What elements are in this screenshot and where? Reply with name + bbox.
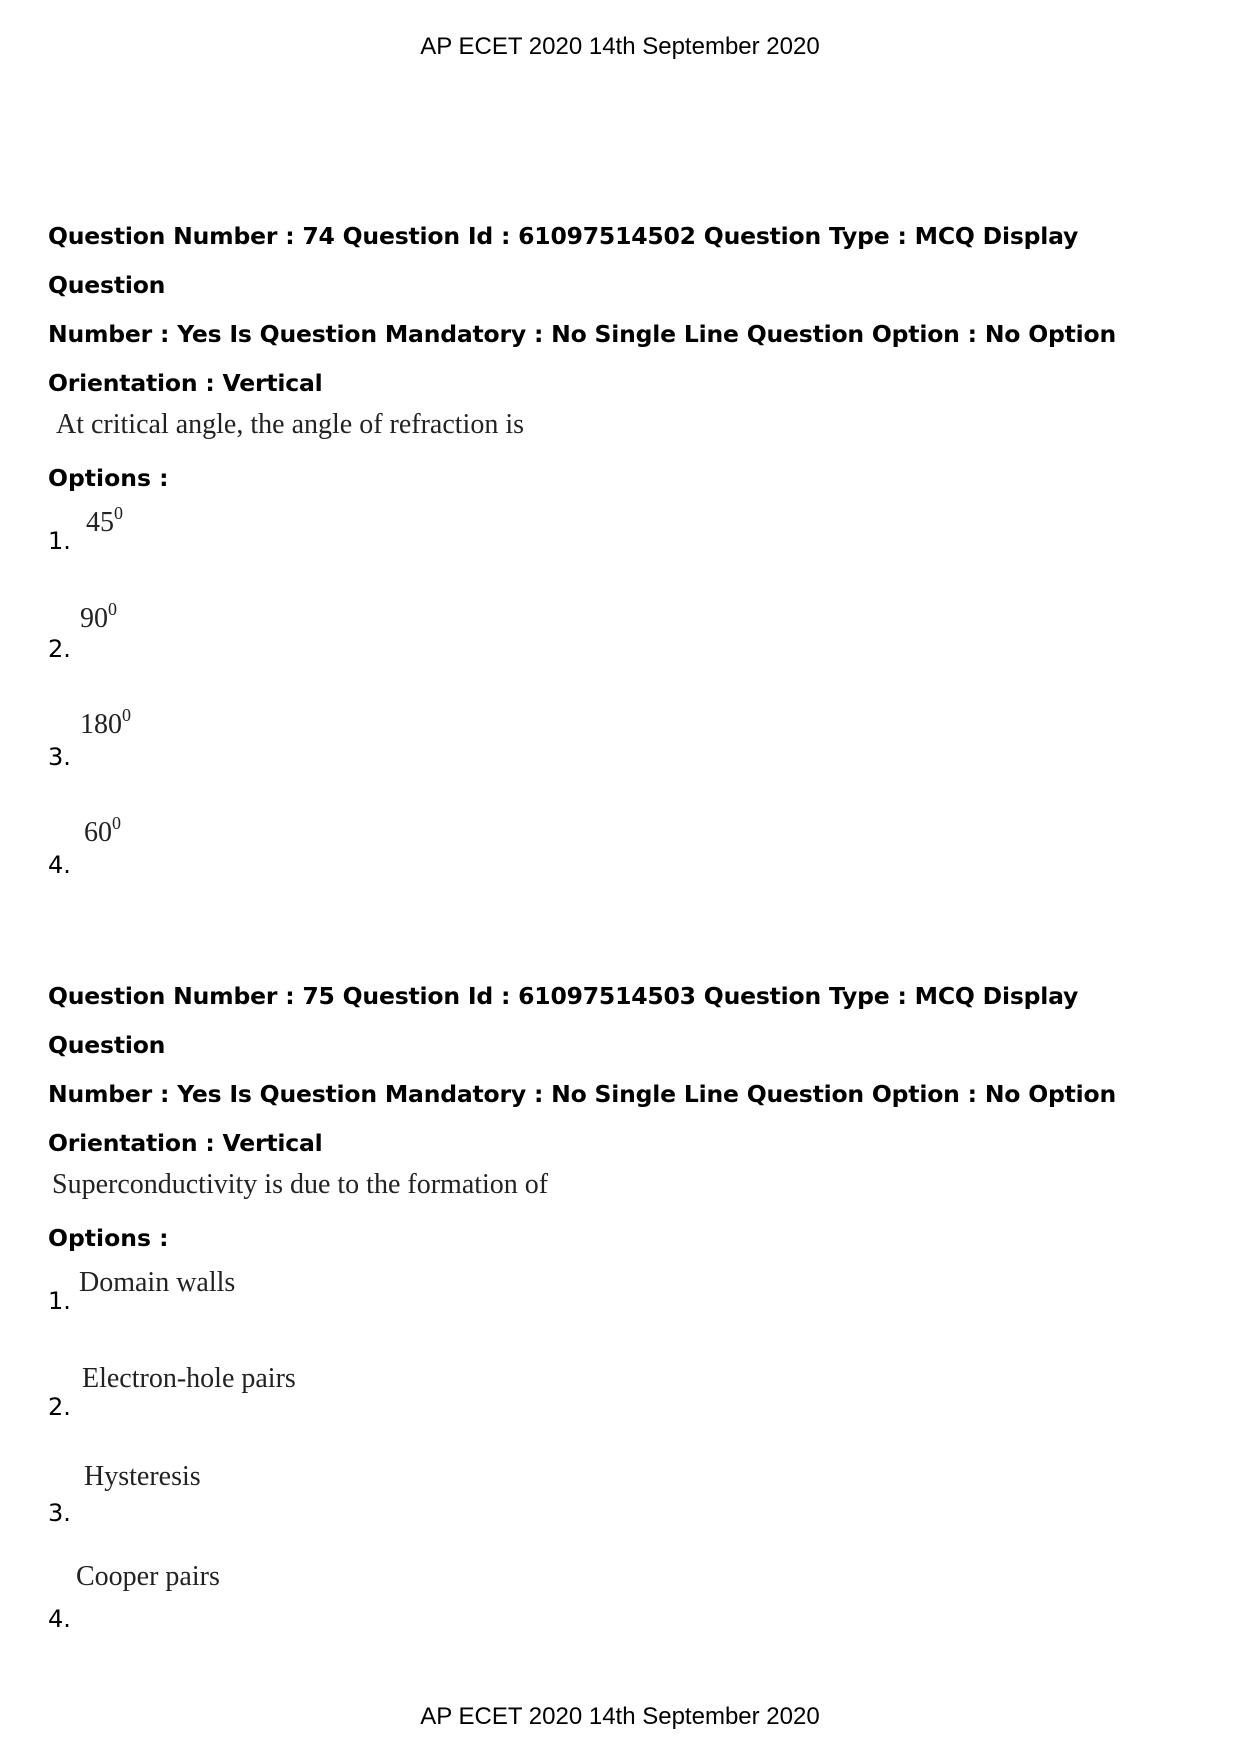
option-value: Electron-hole pairs [82, 1363, 296, 1394]
question-74 [48, 212, 1198, 925]
question-meta-line: Question Number : 75 Question Id : 61097514503 Question Type : MCQ Display Question [48, 982, 1079, 1059]
option-item [48, 813, 1198, 925]
option-number: 1. [48, 527, 71, 555]
option-value [80, 599, 117, 635]
options-list [48, 493, 1198, 925]
option-number: 2. [48, 635, 71, 663]
option-item [48, 1359, 1198, 1465]
question-text: At critical angle, the angle of refraction is [56, 409, 525, 440]
option-number: 4. [48, 851, 71, 879]
question-meta-line: Question Number : 74 Question Id : 61097514502 Question Type : MCQ Display Question [48, 222, 1079, 299]
option-item [48, 1253, 1198, 1359]
option-value-main: 45 [86, 507, 114, 538]
option-number: 3. [48, 1499, 71, 1527]
option-value-main: 180 [80, 709, 122, 740]
option-value [84, 813, 121, 849]
page-header: AP ECET 2020 14th September 2020 [420, 33, 820, 60]
question-meta-line: Number : Yes Is Question Mandatory : No Single Line Question Option : No Option [48, 320, 1116, 348]
option-value-superscript: 0 [112, 813, 121, 833]
option-item [48, 601, 1198, 709]
option-item [48, 705, 1198, 817]
option-value-superscript: 0 [122, 705, 131, 725]
question-meta-line: Orientation : Vertical [48, 1129, 323, 1157]
page-footer: AP ECET 2020 14th September 2020 [420, 1703, 820, 1730]
options-label: Options : [48, 1224, 169, 1252]
option-item [48, 1461, 1198, 1571]
option-value: Cooper pairs [76, 1561, 220, 1592]
option-value: Domain walls [79, 1267, 236, 1298]
options-label: Options : [48, 464, 169, 492]
option-value [86, 503, 123, 539]
option-value-superscript: 0 [114, 503, 123, 523]
options-list [48, 1253, 1198, 1677]
question-meta-line: Number : Yes Is Question Mandatory : No Single Line Question Option : No Option [48, 1080, 1116, 1108]
option-number: 3. [48, 743, 71, 771]
option-item [48, 493, 1198, 601]
option-number: 2. [48, 1393, 71, 1421]
option-value-superscript: 0 [108, 599, 117, 619]
question-text: Superconductivity is due to the formation of [52, 1169, 549, 1200]
option-value: Hysteresis [84, 1461, 201, 1492]
option-number: 4. [48, 1605, 71, 1633]
option-value [80, 705, 131, 741]
question-75 [48, 972, 1198, 1677]
question-meta-line: Orientation : Vertical [48, 369, 323, 397]
option-number: 1. [48, 1287, 71, 1315]
option-value-main: 90 [80, 603, 108, 634]
option-item [48, 1561, 1198, 1677]
option-value-main: 60 [84, 817, 112, 848]
